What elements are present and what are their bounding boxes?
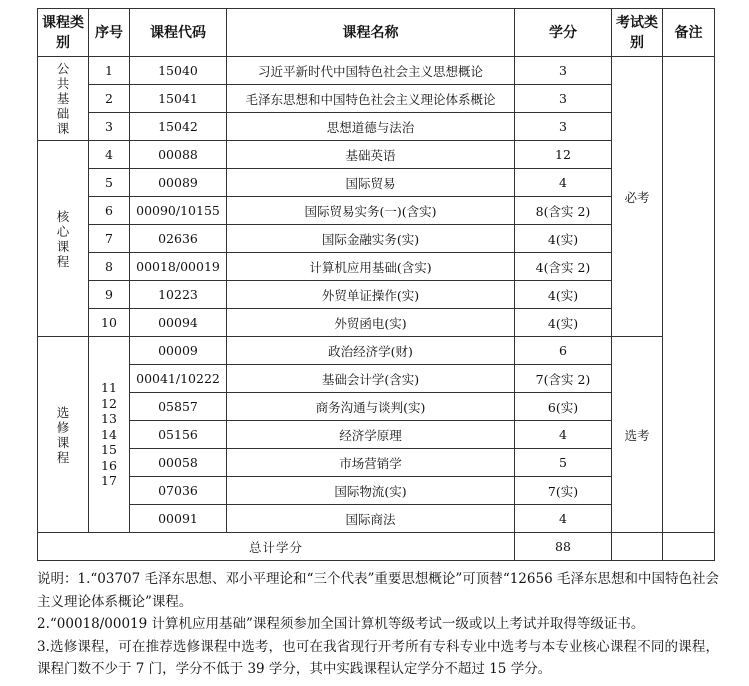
seq-cell: 6 [89, 197, 130, 225]
seq-cell: 5 [89, 169, 130, 197]
credit-cell: 4(实) [515, 225, 612, 253]
code-cell: 05156 [130, 421, 227, 449]
seq-cell: 3 [89, 113, 130, 141]
name-cell: 国际贸易实务(一)(含实) [227, 197, 515, 225]
header-code: 课程代码 [130, 9, 227, 57]
exam-type-elective: 选考 [612, 337, 663, 533]
code-cell: 00089 [130, 169, 227, 197]
credit-cell: 3 [515, 85, 612, 113]
name-cell: 政治经济学(财) [227, 337, 515, 365]
code-cell: 02636 [130, 225, 227, 253]
seq-number: 13 [101, 411, 117, 427]
credit-cell: 5 [515, 449, 612, 477]
exam-type-required: 必考 [612, 57, 663, 337]
seq-cell: 10 [89, 309, 130, 337]
credit-cell: 3 [515, 57, 612, 85]
total-remark-empty [663, 533, 715, 561]
code-cell: 15042 [130, 113, 227, 141]
code-cell: 10223 [130, 281, 227, 309]
seq-cell: 8 [89, 253, 130, 281]
code-cell: 15041 [130, 85, 227, 113]
code-cell: 15040 [130, 57, 227, 85]
code-cell: 00009 [130, 337, 227, 365]
name-cell: 基础会计学(含实) [227, 365, 515, 393]
credit-cell: 6(实) [515, 393, 612, 421]
name-cell: 习近平新时代中国特色社会主义思想概论 [227, 57, 515, 85]
code-cell: 00094 [130, 309, 227, 337]
note-3: 3.选修课程，可在推荐选修课程中选考，也可在我省现行开考所有专科专业中选考与本专业核心课程不同的课程，课程门数不少于 7 门，学分不低于 39 学分，其中实践课程认定学分不超过 15 学分。 [37, 638, 719, 677]
name-cell: 基础英语 [227, 141, 515, 169]
header-category: 课程类别 [38, 9, 89, 57]
credit-cell: 4 [515, 421, 612, 449]
credit-cell: 6 [515, 337, 612, 365]
code-cell: 00090/10155 [130, 197, 227, 225]
name-cell: 国际物流(实) [227, 477, 515, 505]
header-seq: 序号 [89, 9, 130, 57]
note-1: 说明：1.“03707 毛泽东思想、邓小平理论和“三个代表”重要思想概论”可顶替“12656 毛泽东思想和中国特色社会主义理论体系概论”课程。 [37, 571, 719, 610]
credit-cell: 4(实) [515, 309, 612, 337]
name-cell: 外贸函电(实) [227, 309, 515, 337]
total-exam-empty [612, 533, 663, 561]
seq-number: 12 [101, 395, 117, 411]
code-cell: 00018/00019 [130, 253, 227, 281]
credit-cell: 4(含实 2) [515, 253, 612, 281]
code-cell: 07036 [130, 477, 227, 505]
group-elective [38, 337, 89, 533]
credit-cell: 3 [515, 113, 612, 141]
group-core [38, 141, 89, 337]
code-cell: 00091 [130, 505, 227, 533]
name-cell: 思想道德与法治 [227, 113, 515, 141]
notes [37, 568, 719, 681]
name-cell: 国际贸易 [227, 169, 515, 197]
code-cell: 05857 [130, 393, 227, 421]
name-cell: 毛泽东思想和中国特色社会主义理论体系概论 [227, 85, 515, 113]
total-row [38, 533, 715, 561]
group-label: 选修课程 [56, 404, 70, 465]
name-cell: 国际金融实务(实) [227, 225, 515, 253]
code-cell: 00088 [130, 141, 227, 169]
name-cell: 经济学原理 [227, 421, 515, 449]
seq-number: 17 [101, 473, 117, 489]
header-row [38, 9, 715, 57]
name-cell: 国际商法 [227, 505, 515, 533]
elective-seq-cell [89, 337, 130, 533]
credit-cell: 7(含实 2) [515, 365, 612, 393]
table-row [38, 337, 715, 365]
table-row [38, 57, 715, 85]
note-2: 2.“00018/00019 计算机应用基础”课程须参加全国计算机等级考试一级或以上考试并取得等级证书。 [37, 616, 645, 632]
name-cell: 商务沟通与谈判(实) [227, 393, 515, 421]
seq-number: 14 [101, 426, 117, 442]
group-label: 核心课程 [56, 208, 70, 269]
credit-cell: 12 [515, 141, 612, 169]
group-public [38, 57, 89, 141]
code-cell: 00041/10222 [130, 365, 227, 393]
seq-cell: 9 [89, 281, 130, 309]
seq-number: 15 [101, 442, 117, 458]
name-cell: 计算机应用基础(含实) [227, 253, 515, 281]
total-label: 总计学分 [38, 533, 515, 561]
group-label: 公共基础课 [56, 61, 70, 136]
header-remark: 备注 [663, 9, 715, 57]
seq-cell: 2 [89, 85, 130, 113]
header-credit: 学分 [515, 9, 612, 57]
seq-number: 11 [101, 380, 117, 396]
credit-cell: 4 [515, 505, 612, 533]
header-exam-type: 考试类别 [612, 9, 663, 57]
seq-cell: 1 [89, 57, 130, 85]
seq-cell: 4 [89, 141, 130, 169]
name-cell: 市场营销学 [227, 449, 515, 477]
header-name: 课程名称 [227, 9, 515, 57]
code-cell: 00058 [130, 449, 227, 477]
credit-cell: 7(实) [515, 477, 612, 505]
remark-cell [663, 57, 715, 533]
credit-cell: 4(实) [515, 281, 612, 309]
name-cell: 外贸单证操作(实) [227, 281, 515, 309]
course-table [37, 8, 715, 561]
seq-cell: 7 [89, 225, 130, 253]
total-value: 88 [515, 533, 612, 561]
credit-cell: 8(含实 2) [515, 197, 612, 225]
seq-number: 16 [101, 457, 117, 473]
credit-cell: 4 [515, 169, 612, 197]
